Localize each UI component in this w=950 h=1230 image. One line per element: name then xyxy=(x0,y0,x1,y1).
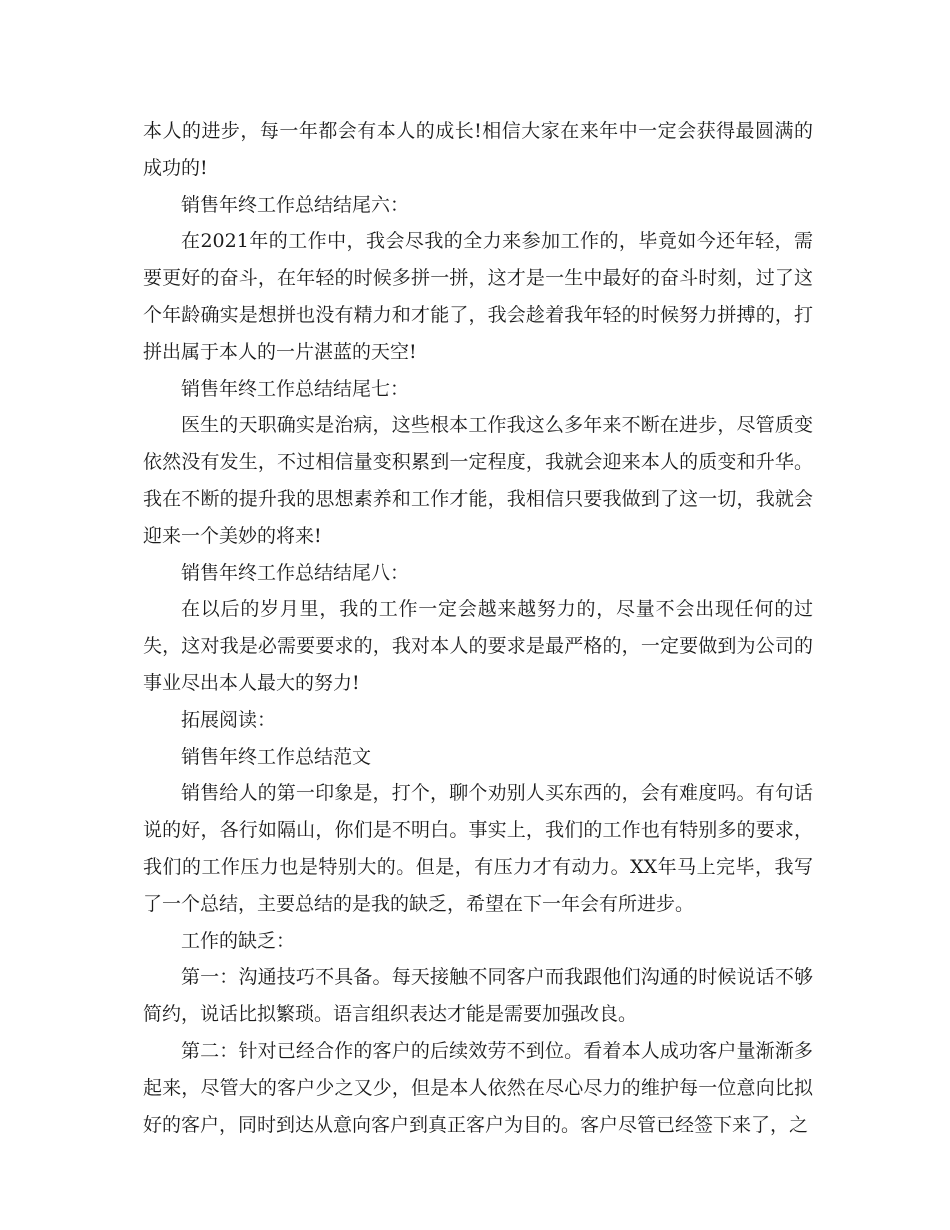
section-heading: 销售年终工作总结结尾八： xyxy=(181,561,410,584)
section-heading: 销售年终工作总结结尾六： xyxy=(181,193,410,216)
paragraph: 医生的天职确实是治病，这些根本工作我这么多年来不断在进步，尽管质变依然没有发生，不过相信量变积累到一定程度，我就会迎来本人的质变和升华。我在不断的提升我的思想素养和工作才能，我相信只要我做到了这一切，我就会迎来一个美妙的将来! xyxy=(143,414,813,547)
paragraph: 销售给人的第一印象是，打个，聊个劝别人买东西的，会有难度吗。有句话说的好，各行如隔山，你们是不明白。事实上，我们的工作也有特别多的要求，我们的工作压力也是特别大的。但是，有压力才有动力。XX年马上完毕，我写了一个总结，主要总结的是我的缺乏，希望在下一年会有所进步。 xyxy=(143,782,813,915)
paragraph: 第一：沟通技巧不具备。每天接触不同客户而我跟他们沟通的时候说话不够简约，说话比拟繁琐。语言组织表达才能是需要加强改良。 xyxy=(143,966,813,1026)
paragraph: 在2021年的工作中，我会尽我的全力来参加工作的，毕竟如今还年轻，需要更好的奋斗，在年轻的时候多拼一拼，这才是一生中最好的奋斗时刻，过了这个年龄确实是想拼也没有精力和才能了，我会趁着我年轻的时候努力拼搏的，打拼出属于本人的一片湛蓝的天空! xyxy=(143,230,813,363)
section-heading: 销售年终工作总结结尾七： xyxy=(181,377,410,400)
section-heading: 销售年终工作总结范文 xyxy=(181,745,372,768)
paragraph: 本人的进步，每一年都会有本人的成长!相信大家在来年中一定会获得最圆满的成功的! xyxy=(143,120,813,179)
paragraph: 第二：针对已经合作的客户的后续效劳不到位。看着本人成功客户量渐渐多起来，尽管大的客户少之又少，但是本人依然在尽心尽力的维护每一位意向比拟好的客户，同时到达从意向客户到真正客户为目的。客户尽管已经签下来了，之 xyxy=(143,1039,813,1136)
section-heading: 拓展阅读： xyxy=(181,708,277,731)
paragraph: 在以后的岁月里，我的工作一定会越来越努力的，尽量不会出现任何的过失，这对我是必需要要求的，我对本人的要求是最严格的，一定要做到为公司的事业尽出本人最大的努力! xyxy=(143,598,813,694)
document-body xyxy=(143,113,813,1143)
section-heading: 工作的缺乏： xyxy=(181,929,296,952)
